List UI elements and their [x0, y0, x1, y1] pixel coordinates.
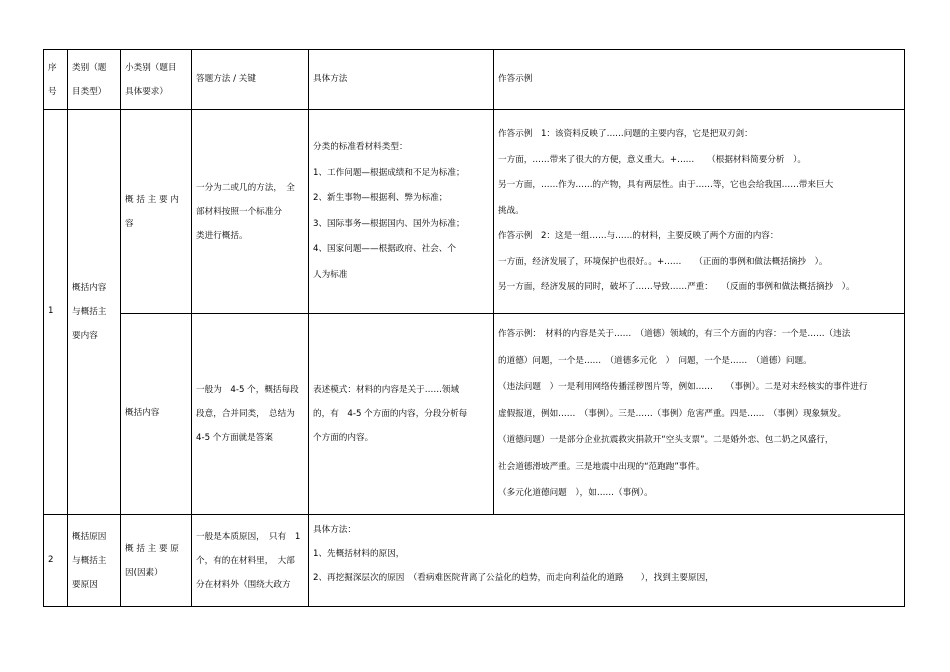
row-category-cell: 概括内容 与概括主 要内容 [68, 110, 121, 515]
header-answer-method: 答题方法 / 关键 [192, 50, 309, 110]
table-row [44, 110, 905, 314]
answer-method-cell: 一分为二或几的方法， 全 部材料按照一个标准分 类进行概括。 [192, 110, 309, 314]
example-cell: 作答示例 1：该资料反映了……问题的主要内容，它是把双刃剑： 一方面，……带来了很大的方便，意义重大。+…… （根据材料简要分析 ）。 另一方面，……作为……的产物，具有两层性。由于……等，它也会给我国……带来巨大 挑战。 作答示例 2：这是一组……与……的材料，主要反映了两个方面的内容： 一方面，经济发展了，环境保护也很好。。+…… （正面的事例和做法概括摘抄 ）。 另一方面，经济发展的同时，破坏了……导致……严重： （反面的事例和做法概括摘抄 ）。 [494, 110, 905, 314]
table-header-row [44, 50, 905, 110]
header-example: 作答示例 [494, 50, 905, 110]
specific-method-cell: 具体方法： 1、先概括材料的原因， 2、再挖掘深层次的原因 （看病难医院背离了公益化的趋势，而走向利益化的道路 ），找到主要原因， [309, 515, 905, 607]
header-subcategory: 小类别（题目 具体要求） [121, 50, 192, 110]
answer-method-table [43, 49, 905, 607]
table-row [44, 314, 905, 515]
table-row [44, 515, 905, 607]
specific-method-cell: 分类的标准看材料类型： 1、工作问题—根据成绩和不足为标准； 2、新生事物—根据利、弊为标准； 3、国际事务—根据国内、国外为标准； 4、国家问题——根据政府、社会、个 人为标准 [309, 110, 494, 314]
header-specific-method: 具体方法 [309, 50, 494, 110]
row-category-cell: 概括原因 与概括主 要原因 [68, 515, 121, 607]
answer-method-cell: 一般为 4-5 个，概括每段 段意，合并同类， 总结为 4-5 个方面就是答案 [192, 314, 309, 515]
row-seq-cell: 1 [44, 110, 68, 515]
header-category: 类别（题 目类型） [68, 50, 121, 110]
subcategory-cell: 概 括 主 要 内 容 [121, 110, 192, 314]
specific-method-cell: 表述模式：材料的内容是关于……领域 的，有 4-5 个方面的内容，分段分析每 个方面的内容。 [309, 314, 494, 515]
subcategory-cell: 概 括 主 要 原 因(因素） [121, 515, 192, 607]
answer-method-cell: 一般是本质原因， 只有 1 个，有的在材料里， 大部 分在材料外（围绕大政方 [192, 515, 309, 607]
header-seq: 序 号 [44, 50, 68, 110]
subcategory-cell: 概括内容 [121, 314, 192, 515]
row-seq-cell: 2 [44, 515, 68, 607]
example-cell: 作答示例： 材料的内容是关于…… （道德）领域的，有三个方面的内容：一个是……（违法 的道德）问题，一个是…… （道德多元化 ） 问题，一个是…… （道德）问题。 （违法问题 ）一是利用网络传播淫秽图片等，例如…… （事例）。二是对未经核实的事件进行 虚假报道，例如…… （事例）。三是……（事例）危害严重。四是…… （事例）现象频发。 （道德问题）一是部分企业抗震救灾捐款开“空头支票”。二是婚外恋、包二奶之风盛行， 社会道德滑坡严重。三是地震中出现的“范跑跑”事件。 （多元化道德问题 ），如……（事例）。 [494, 314, 905, 515]
